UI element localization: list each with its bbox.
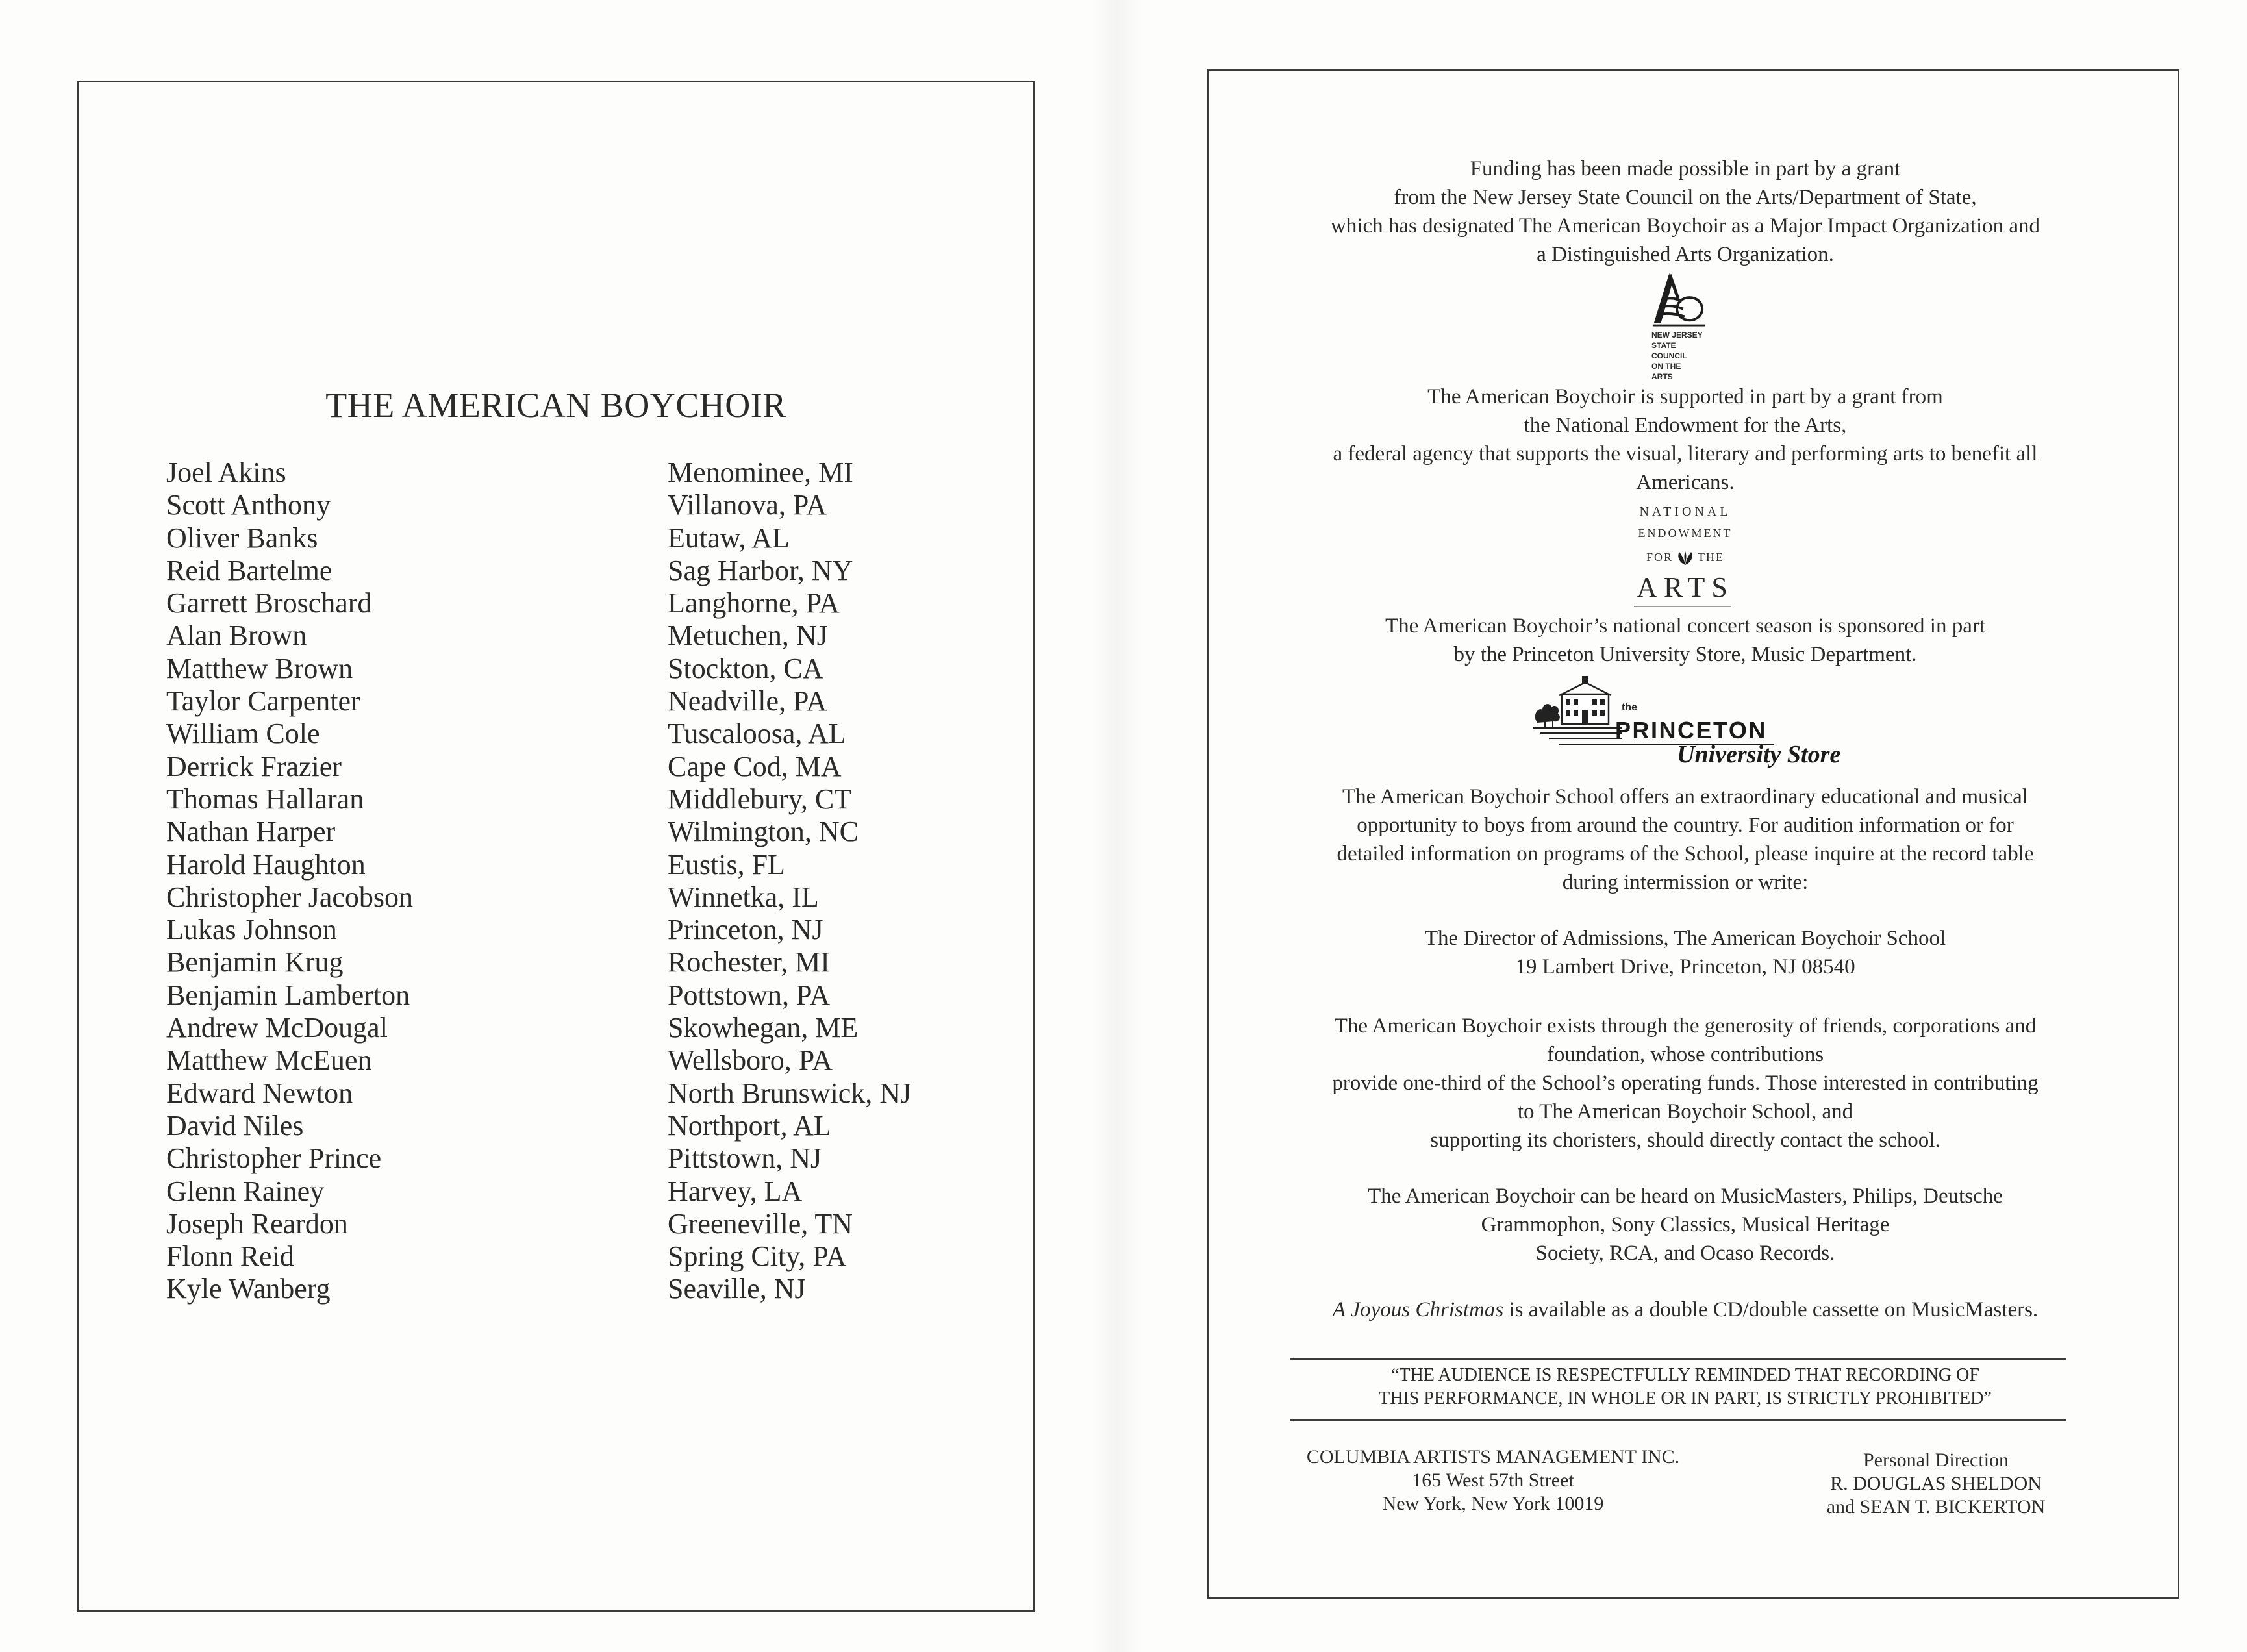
- roster-row: [166, 685, 1011, 718]
- chorister-hometown: Wilmington, NC: [668, 816, 859, 848]
- roster-row: [166, 849, 1011, 881]
- chorister-name: Lukas Johnson: [166, 914, 337, 946]
- chorister-name: Matthew Brown: [166, 652, 353, 684]
- chorister-hometown: Menominee, MI: [668, 457, 853, 488]
- chorister-name: Christopher Prince: [166, 1142, 382, 1175]
- chorister-hometown: Pittstown, NJ: [668, 1142, 822, 1175]
- generosity-line: to The American Boychoir School, and: [1517, 1100, 1853, 1123]
- chorister-name: Kyle Wanberg: [166, 1273, 331, 1305]
- roster-title: THE AMERICAN BOYCHOIR: [325, 386, 786, 425]
- school-paragraph: [1218, 782, 2153, 897]
- nea-underline: [1634, 606, 1731, 607]
- school-line: during intermission or write:: [1562, 871, 1809, 894]
- personal-direction-line: R. DOUGLAS SHELDON: [1830, 1473, 2042, 1494]
- roster-row: [166, 1273, 1011, 1305]
- recording-notice: [1218, 1364, 2153, 1410]
- school-line: detailed information on programs of the School, please inquire at the record table: [1337, 842, 2034, 866]
- sponsor-line: The American Boychoir’s national concert season is sponsored in part: [1385, 614, 1986, 638]
- generosity-line: foundation, whose contributions: [1546, 1043, 1824, 1066]
- nj-arts-council-logo-text: [1651, 330, 1703, 382]
- chorister-hometown: Winnetka, IL: [668, 881, 819, 913]
- roster-row: [166, 816, 1011, 848]
- chorister-hometown: Stockton, CA: [668, 652, 823, 684]
- generosity-line: The American Boychoir exists through the generosity of friends, corporations and: [1334, 1014, 2037, 1038]
- generosity-paragraph: [1218, 1012, 2153, 1155]
- chorister-name: Benjamin Krug: [166, 946, 344, 979]
- chorister-name: Thomas Hallaran: [166, 782, 364, 815]
- management-line: New York, New York 10019: [1382, 1493, 1604, 1514]
- notice-line: “THE AUDIENCE IS RESPECTFULLY REMINDED THAT RECORDING OF: [1391, 1365, 1979, 1385]
- nj-logo-line: NEW JERSEY: [1651, 331, 1703, 340]
- nea-logo-arts: ARTS: [1637, 571, 1734, 603]
- notice-line: THIS PERFORMANCE, IN WHOLE OR IN PART, IS STRICTLY PROHIBITED”: [1379, 1388, 1992, 1408]
- page-fold: [1091, 0, 1143, 1652]
- generosity-line: supporting its choristers, should directly contact the school.: [1430, 1129, 1940, 1152]
- princeton-logo-name: PRINCETON: [1615, 717, 1767, 744]
- roster-row: [166, 489, 1011, 521]
- chorister-hometown: Villanova, PA: [668, 489, 827, 521]
- nea-flower-icon: [1676, 551, 1695, 566]
- roster-row: [166, 1077, 1011, 1110]
- address-line: 19 Lambert Drive, Princeton, NJ 08540: [1515, 955, 1855, 979]
- roster-row: [166, 783, 1011, 816]
- recordings-line: The American Boychoir can be heard on MusicMasters, Philips, Deutsche: [1368, 1184, 2003, 1208]
- address-block: [1218, 924, 2153, 981]
- address-line: The Director of Admissions, The American Boychoir School: [1424, 927, 1946, 950]
- chorister-name: Joel Akins: [166, 457, 286, 488]
- roster-row: [166, 1012, 1011, 1044]
- nea-logo-endowment: ENDOWMENT: [1638, 527, 1733, 540]
- chorister-hometown: Northport, AL: [668, 1109, 831, 1142]
- roster-row: [166, 946, 1011, 979]
- chorister-name: Harold Haughton: [166, 848, 366, 881]
- nea-logo-for: FOR: [1646, 551, 1673, 564]
- nj-logo-line: ARTS: [1651, 372, 1673, 381]
- nea-line: The American Boychoir is supported in part by a grant from: [1427, 385, 1943, 408]
- chorister-hometown: Rochester, MI: [668, 946, 830, 979]
- school-line: The American Boychoir School offers an extraordinary educational and musical: [1342, 785, 2028, 808]
- notice-bottom-rule: [1290, 1419, 2066, 1421]
- funding-paragraph: [1218, 155, 2153, 269]
- roster-row: [166, 979, 1011, 1012]
- chorister-hometown: Spring City, PA: [668, 1240, 847, 1273]
- roster-row: [166, 1175, 1011, 1208]
- school-line: opportunity to boys from around the country. For audition information or for: [1357, 814, 2014, 837]
- chorister-name: Taylor Carpenter: [166, 685, 360, 718]
- chorister-hometown: Tuscaloosa, AL: [668, 718, 846, 750]
- personal-direction-line: and SEAN T. BICKERTON: [1826, 1496, 2046, 1518]
- nea-logo-national: NATIONAL: [1639, 505, 1731, 519]
- sponsor-line: by the Princeton University Store, Music Department.: [1453, 643, 1917, 666]
- management-line: COLUMBIA ARTISTS MANAGEMENT INC.: [1306, 1446, 1680, 1468]
- princeton-store-logo: [1533, 673, 1845, 772]
- chorister-name: David Niles: [166, 1109, 304, 1142]
- recordings-paragraph: [1218, 1182, 2153, 1268]
- roster-row: [166, 587, 1011, 620]
- chorister-name: Glenn Rainey: [166, 1175, 325, 1207]
- chorister-name: Matthew McEuen: [166, 1044, 372, 1077]
- funding-line: Funding has been made possible in part by a grant: [1470, 157, 1901, 181]
- chorister-hometown: Pottstown, PA: [668, 979, 831, 1011]
- chorister-name: Reid Bartelme: [166, 554, 333, 586]
- chorister-name: Garrett Broschard: [166, 587, 372, 620]
- nea-logo-for-the: [1555, 549, 1815, 566]
- chorister-hometown: Neadville, PA: [668, 685, 827, 718]
- roster-row: [166, 653, 1011, 685]
- roster-row: [166, 751, 1011, 783]
- recordings-line: Society, RCA, and Ocaso Records.: [1535, 1242, 1835, 1265]
- chorister-hometown: North Brunswick, NJ: [668, 1077, 912, 1109]
- roster-row: [166, 620, 1011, 652]
- sponsor-paragraph: [1218, 612, 2153, 669]
- chorister-name: Derrick Frazier: [166, 750, 342, 782]
- chorister-hometown: Greeneville, TN: [668, 1207, 853, 1240]
- chorister-name: Scott Anthony: [166, 489, 331, 521]
- princeton-logo-the: the: [1622, 702, 1637, 713]
- nea-line: a federal agency that supports the visual, literary and performing arts to benefit all: [1333, 442, 2038, 466]
- funding-line: a Distinguished Arts Organization.: [1537, 243, 1834, 266]
- chorister-hometown: Harvey, LA: [668, 1175, 803, 1207]
- roster-row: [166, 914, 1011, 946]
- joyous-christmas-paragraph: [1218, 1295, 2153, 1324]
- nea-line: Americans.: [1636, 471, 1735, 494]
- funding-line: from the New Jersey State Council on the Arts/Department of State,: [1394, 186, 1977, 209]
- chorister-hometown: Wellsboro, PA: [668, 1044, 833, 1077]
- personal-direction-line: Personal Direction: [1863, 1449, 2009, 1471]
- chorister-hometown: Eutaw, AL: [668, 521, 790, 554]
- chorister-hometown: Middlebury, CT: [668, 782, 852, 815]
- chorister-name: Edward Newton: [166, 1077, 353, 1109]
- chorister-name: Oliver Banks: [166, 521, 318, 554]
- roster-row: [166, 1240, 1011, 1273]
- nj-logo-line: STATE: [1651, 341, 1676, 350]
- chorister-name: Alan Brown: [166, 620, 307, 652]
- management-block: [1266, 1446, 1720, 1516]
- joyous-line: [1218, 1295, 2153, 1324]
- roster-row: [166, 718, 1011, 750]
- chorister-hometown: Langhorne, PA: [668, 587, 840, 620]
- roster-row: [166, 1142, 1011, 1175]
- album-title: A Joyous Christmas: [1332, 1298, 1504, 1321]
- chorister-hometown: Skowhegan, ME: [668, 1012, 859, 1044]
- chorister-name: Benjamin Lamberton: [166, 979, 410, 1011]
- chorister-name: Andrew McDougal: [166, 1012, 388, 1044]
- roster-row: [166, 522, 1011, 555]
- princeton-building-icon: [1533, 673, 1624, 745]
- chorister-name: Flonn Reid: [166, 1240, 294, 1273]
- album-availability: is available as a double CD/double cassette on MusicMasters.: [1509, 1298, 2039, 1321]
- chorister-name: Joseph Reardon: [166, 1207, 348, 1240]
- recordings-line: Grammophon, Sony Classics, Musical Heritage: [1481, 1213, 1890, 1236]
- chorister-name: Christopher Jacobson: [166, 881, 414, 913]
- chorister-hometown: Cape Cod, MA: [668, 750, 842, 782]
- chorister-name: William Cole: [166, 718, 320, 750]
- chorister-hometown: Sag Harbor, NY: [668, 554, 853, 586]
- funding-line: which has designated The American Boychoir as a Major Impact Organization and: [1330, 214, 2040, 238]
- roster-row: [166, 881, 1011, 914]
- roster-row: [166, 1110, 1011, 1142]
- chorister-hometown: Seaville, NJ: [668, 1273, 806, 1305]
- roster-row: [166, 555, 1011, 587]
- nj-logo-line: COUNCIL: [1651, 351, 1687, 360]
- chorister-hometown: Metuchen, NJ: [668, 620, 828, 652]
- roster-row: [166, 1044, 1011, 1077]
- chorister-hometown: Eustis, FL: [668, 848, 785, 881]
- nea-logo-the: THE: [1698, 551, 1724, 564]
- management-line: 165 West 57th Street: [1412, 1470, 1574, 1491]
- roster-row: [166, 457, 1011, 489]
- roster-row: [166, 1208, 1011, 1240]
- nj-logo-line: ON THE: [1651, 362, 1681, 371]
- personal-direction-block: [1774, 1449, 2098, 1519]
- nj-arts-council-emblem-icon: [1650, 271, 1708, 328]
- notice-top-rule: [1290, 1358, 2066, 1360]
- chorister-hometown: Princeton, NJ: [668, 914, 823, 946]
- nea-paragraph: [1218, 382, 2153, 497]
- roster-list: [166, 457, 1011, 1306]
- chorister-name: Nathan Harper: [166, 816, 336, 848]
- generosity-line: provide one-third of the School’s operating funds. Those interested in contributing: [1332, 1071, 2039, 1095]
- princeton-logo-script: University Store: [1677, 741, 1841, 768]
- nea-line: the National Endowment for the Arts,: [1524, 414, 1847, 437]
